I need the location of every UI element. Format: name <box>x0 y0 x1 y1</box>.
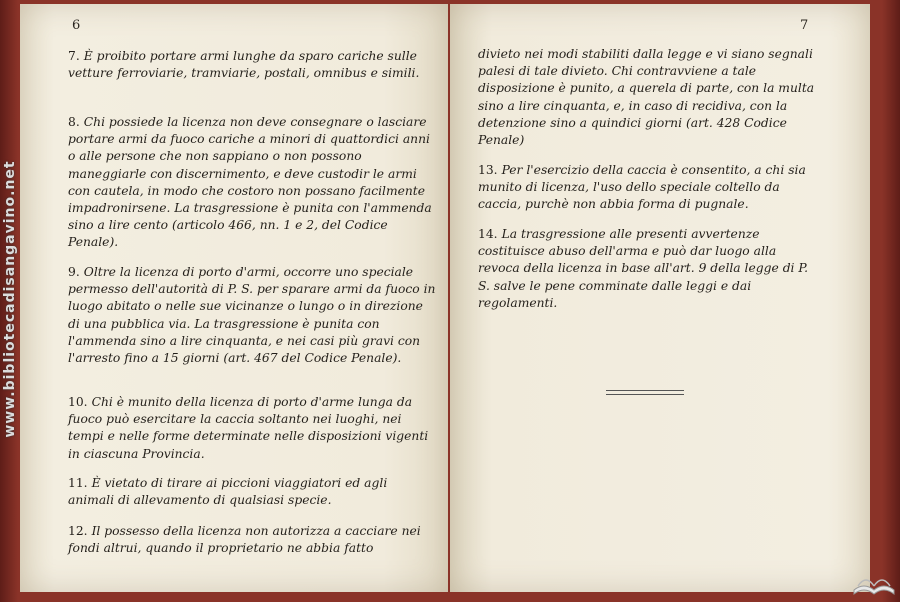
paragraph-number: 14. <box>478 227 498 241</box>
right-page <box>450 4 870 592</box>
paragraph-text: La trasgressione alle presenti avvertenze costituisce abuso dell'arma e può dar luogo alla revoca della licenza in base all'art. 9 della legge di P. S. salve le pene comminate dalle leggi e dai regolamenti. <box>478 227 809 310</box>
paragraph-10 <box>68 394 436 463</box>
watermark-strip <box>0 0 20 602</box>
paragraph-text: Oltre la licenza di porto d'armi, occorre uno speciale permesso dell'autorità di P. S. per sparare armi da fuoco in luogo abitato o nelle sue vicinanze o lungo o in direzione di una pubblica via. La trasgressione è punita con l'ammenda sino a lire cinquanta, e nei casi più gravi con l'arresto fino a 15 giorni (art. 467 del Codice Penale). <box>68 265 436 366</box>
paragraph-11 <box>68 475 436 509</box>
paragraph-text: divieto nei modi stabiliti dalla legge e vi siano segnali palesi di tale divieto. Chi contravviene a tale disposizione è punito, a querela di parte, con la multa sino a lire cinquanta, e, in caso di recidiva, con la detenzione sino a quindici giorni (art. 428 Codice Penale) <box>478 47 815 148</box>
paragraph-12-continued <box>478 46 818 149</box>
paragraph-8 <box>68 114 436 252</box>
paragraph-number: 8. <box>68 115 80 129</box>
paragraph-text: Per l'esercizio della caccia è consentito, a chi sia munito di licenza, l'uso dello speciale coltello da caccia, purchè non abbia forma di pugnale. <box>478 163 806 212</box>
paragraph-number: 9. <box>68 265 80 279</box>
paragraph-number: 12. <box>68 524 88 538</box>
page-number: 6 <box>72 18 81 33</box>
paragraph-text: Chi possiede la licenza non deve consegnare o lasciare portare armi da fuoco cariche a minori di quattordici anni o alle persone che non sappiano o non possono maneggiarle con discernimento, e deve custodir le armi con cautela, in modo che costoro non possano facilmente impadronirsene. La trasgressione è punita con l'ammenda sino a lire cento (articolo 466, nn. 1 e 2, del Codice Penale). <box>68 115 432 250</box>
paragraph-text: È proibito portare armi lunghe da sparo cariche sulle vetture ferroviarie, tramviarie, postali, omnibus e simili. <box>68 49 420 81</box>
paragraph-number: 13. <box>478 163 498 177</box>
paragraph-13 <box>478 162 818 214</box>
open-book-logo-icon <box>852 560 896 598</box>
paragraph-7 <box>68 48 436 82</box>
watermark-text: www.bibliotecadisangavino.net <box>2 160 18 438</box>
paragraph-text: Il possesso della licenza non autorizza a cacciare nei fondi altrui, quando il proprietario ne abbia fatto <box>68 524 421 556</box>
paragraph-number: 7. <box>68 49 80 63</box>
paragraph-14 <box>478 226 818 312</box>
paragraph-text: È vietato di tirare ai piccioni viaggiatori ed agli animali di allevamento di qualsiasi specie. <box>68 476 388 508</box>
page-number: 7 <box>800 18 809 33</box>
paragraph-number: 11. <box>68 476 88 490</box>
end-rule-divider <box>606 390 684 395</box>
paragraph-9 <box>68 264 436 367</box>
paragraph-12 <box>68 523 436 557</box>
paragraph-text: Chi è munito della licenza di porto d'arme lunga da fuoco può esercitare la caccia soltanto nei luoghi, nei tempi e nelle forme determinate nelle disposizioni vigenti in ciascuna Provincia. <box>68 395 429 461</box>
paragraph-number: 10. <box>68 395 88 409</box>
left-page <box>20 4 448 592</box>
